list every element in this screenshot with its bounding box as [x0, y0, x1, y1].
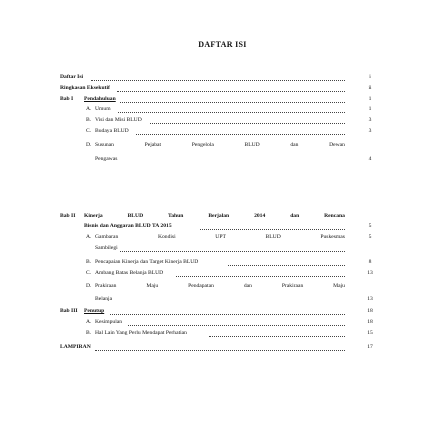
- item-letter: B.: [86, 117, 92, 123]
- dot-leader: [228, 265, 345, 266]
- item-letter: C.: [86, 270, 92, 276]
- dot-leader: [91, 80, 345, 81]
- item-page: 5: [368, 234, 372, 240]
- item-label-cont: Belanja: [95, 296, 113, 302]
- dot-leader: [176, 276, 345, 277]
- lampiran-page: 17: [367, 344, 373, 350]
- item-page: 15: [367, 330, 373, 336]
- item-label: Ambang Batas Belanja BLUD: [95, 270, 164, 276]
- chapter-number: Bab I: [60, 96, 74, 102]
- item-page: 3: [368, 117, 372, 123]
- chapter-page: 18: [367, 308, 373, 314]
- item-letter: D.: [86, 283, 92, 289]
- item-page: 13: [367, 296, 373, 302]
- lampiran-label: LAMPIRAN: [60, 344, 91, 350]
- item-letter: C.: [86, 128, 92, 134]
- item-label: Hal Lain Yang Perlu Mendapat Perhatian: [95, 330, 187, 336]
- item-label-cont: Pengawas: [95, 156, 118, 162]
- item-label: Umum: [95, 106, 111, 112]
- item-label: Budaya BLUD: [95, 128, 129, 134]
- dot-leader: [136, 134, 345, 135]
- toc-entry-ringkasan-page: ii: [368, 85, 372, 91]
- chapter-page: 5: [368, 223, 372, 229]
- item-label-cont: Sambilegi: [95, 245, 118, 251]
- toc-entry-daftar-isi-label: Daftar Isi: [60, 74, 84, 80]
- item-letter: B.: [86, 330, 92, 336]
- dot-leader: [128, 325, 345, 326]
- dot-leader: [95, 350, 345, 351]
- item-label: Gambaran Kondisi UPT BLUD Puskesmas: [95, 234, 345, 240]
- item-letter: A.: [86, 234, 92, 240]
- dot-leader: [117, 91, 345, 92]
- dot-leader: [120, 102, 345, 103]
- chapter-heading: Penutup: [84, 308, 105, 314]
- item-page: 8: [368, 259, 372, 265]
- item-label: Prakiraan Maju Pendapatan dan Prakiraan Maju: [95, 283, 345, 289]
- chapter-heading: Pendahuluan: [84, 96, 116, 102]
- chapter-heading: Kinerja BLUD Tahun Berjalan 2014 dan Rencana: [84, 213, 345, 219]
- item-page: 3: [368, 128, 372, 134]
- item-label: Pencapaian Kinerja dan Target Kinerja BLUD: [95, 259, 199, 265]
- dot-leader: [209, 336, 345, 337]
- chapter-number: Bab II: [60, 213, 76, 219]
- dot-leader: [120, 251, 345, 252]
- chapter-number: Bab III: [60, 308, 78, 314]
- item-letter: D.: [86, 142, 92, 148]
- item-page: 18: [367, 319, 373, 325]
- item-label: Kesimpulan: [95, 319, 123, 325]
- dot-leader: [118, 112, 345, 113]
- toc-entry-daftar-isi-page: i: [369, 74, 371, 80]
- page-title: DAFTAR ISI: [198, 40, 247, 49]
- item-label: Visi dan Misi BLUD: [95, 117, 142, 123]
- dot-leader: [150, 123, 345, 124]
- chapter-heading-cont: Bisnis dan Anggaran BLUD TA 2015: [84, 223, 172, 229]
- item-label: Susunan Pejabat Pengelola BLUD dan Dewan: [95, 142, 345, 148]
- dot-leader: [110, 314, 345, 315]
- item-page: 4: [368, 156, 372, 162]
- item-letter: B.: [86, 259, 92, 265]
- chapter-page: 1: [368, 96, 372, 102]
- dot-leader: [200, 229, 345, 230]
- item-letter: A.: [86, 106, 92, 112]
- item-page: 1: [368, 106, 372, 112]
- item-letter: A.: [86, 319, 92, 325]
- toc-entry-ringkasan-label: Ringkasan Eksekutif: [60, 85, 110, 91]
- item-page: 13: [367, 270, 373, 276]
